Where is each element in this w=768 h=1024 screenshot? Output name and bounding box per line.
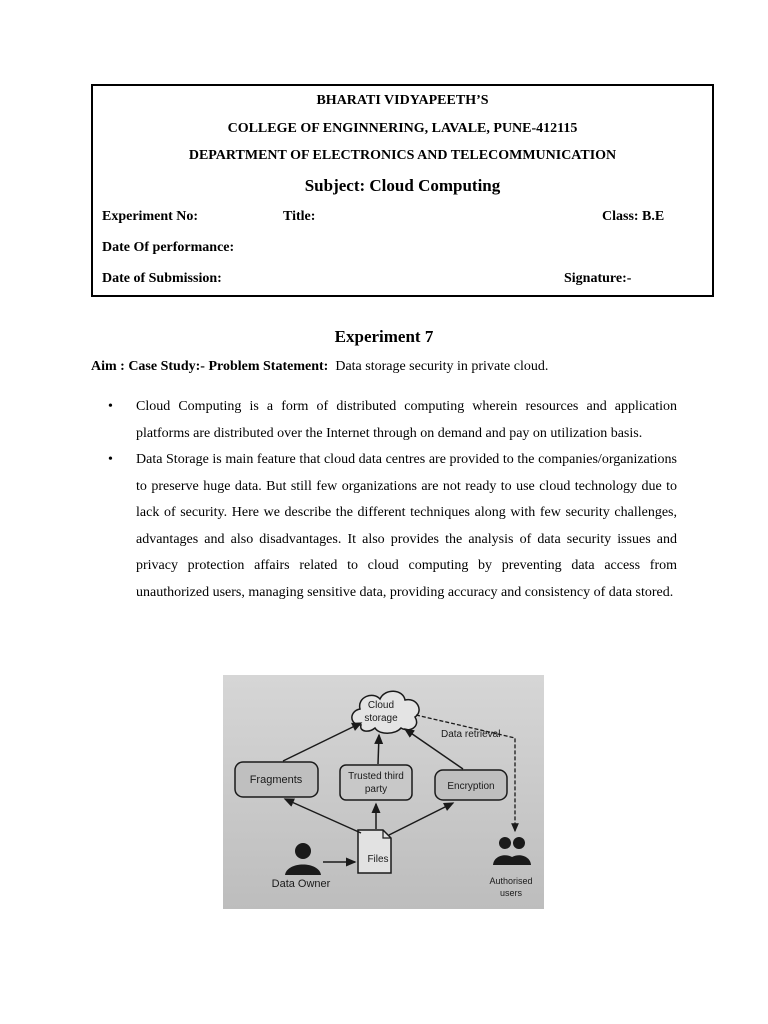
arrow-files-to-fragments: [285, 799, 361, 833]
signature-label: Signature:-: [564, 271, 632, 286]
bullet-text: Cloud Computing is a form of distributed computing wherein resources and application platforms are distributed over the Internet through on demand and pay on utilization basis.: [136, 399, 677, 441]
data-owner-label: Data Owner: [271, 878, 331, 890]
data-owner-icon: [285, 843, 321, 875]
aim-text: Data storage security in private cloud.: [335, 359, 549, 374]
institution-name: BHARATI VIDYAPEETH’S: [316, 93, 489, 108]
cloud-label-line1: Cloud: [367, 700, 395, 711]
header-box: [91, 84, 714, 297]
trusted-party-label-line2: party: [364, 784, 388, 795]
fragments-label: Fragments: [249, 774, 303, 786]
bullet-icon: •: [108, 399, 113, 414]
experiment-no-label: Experiment No:: [102, 209, 199, 224]
data-retrieval-label: Data retrieval: [441, 729, 501, 740]
date-of-submission-label: Date of Submission:: [102, 271, 222, 286]
experiment-title: Experiment 7: [334, 327, 434, 346]
bullet-icon: •: [108, 452, 113, 467]
date-of-performance-label: Date Of performance:: [102, 240, 235, 255]
diagram-canvas: [223, 675, 544, 909]
arrow-fragments-to-cloud: [283, 723, 361, 761]
subject-title: Subject: Cloud Computing: [304, 176, 501, 195]
bullet-item: [108, 447, 677, 606]
data-storage-diagram: [223, 675, 544, 909]
authorised-users-label-line2: users: [499, 888, 523, 898]
aim-statement: [91, 359, 548, 375]
aim-label: Aim : Case Study:- Problem Statement:: [91, 359, 329, 374]
title-label: Title:: [283, 209, 316, 224]
files-label: Files: [367, 854, 389, 865]
bullet-text: Data Storage is main feature that cloud data centres are provided to the companies/organizations to preserve huge data. But still few organizations are not ready to use cloud technology due to lack of security. Here we describe the different techniques along with few security challenges, advantages and also disadvantages. It also provides the analysis of data security issues and privacy protection affairs related to cloud computing by preventing data access from unauthorized users, managing sensitive data, providing accuracy and consistency of data stored.: [136, 452, 677, 600]
authorised-users-icon: [493, 837, 531, 865]
trusted-party-label-line1: Trusted third: [348, 771, 404, 782]
encryption-label: Encryption: [447, 781, 495, 792]
department-name: DEPARTMENT OF ELECTRONICS AND TELECOMMUNICATION: [188, 148, 617, 163]
class-label: Class: B.E: [602, 209, 665, 224]
bullet-list: [108, 394, 677, 606]
cloud-label-line2: storage: [364, 713, 398, 724]
college-name: COLLEGE OF ENGINNERING, LAVALE, PUNE-412115: [227, 121, 578, 136]
file-icon: [358, 830, 391, 873]
authorised-users-label-line1: Authorised: [489, 876, 533, 886]
bullet-item: [108, 394, 677, 447]
arrow-trusted-to-cloud: [378, 735, 379, 764]
arrow-files-to-encryption: [389, 803, 453, 835]
